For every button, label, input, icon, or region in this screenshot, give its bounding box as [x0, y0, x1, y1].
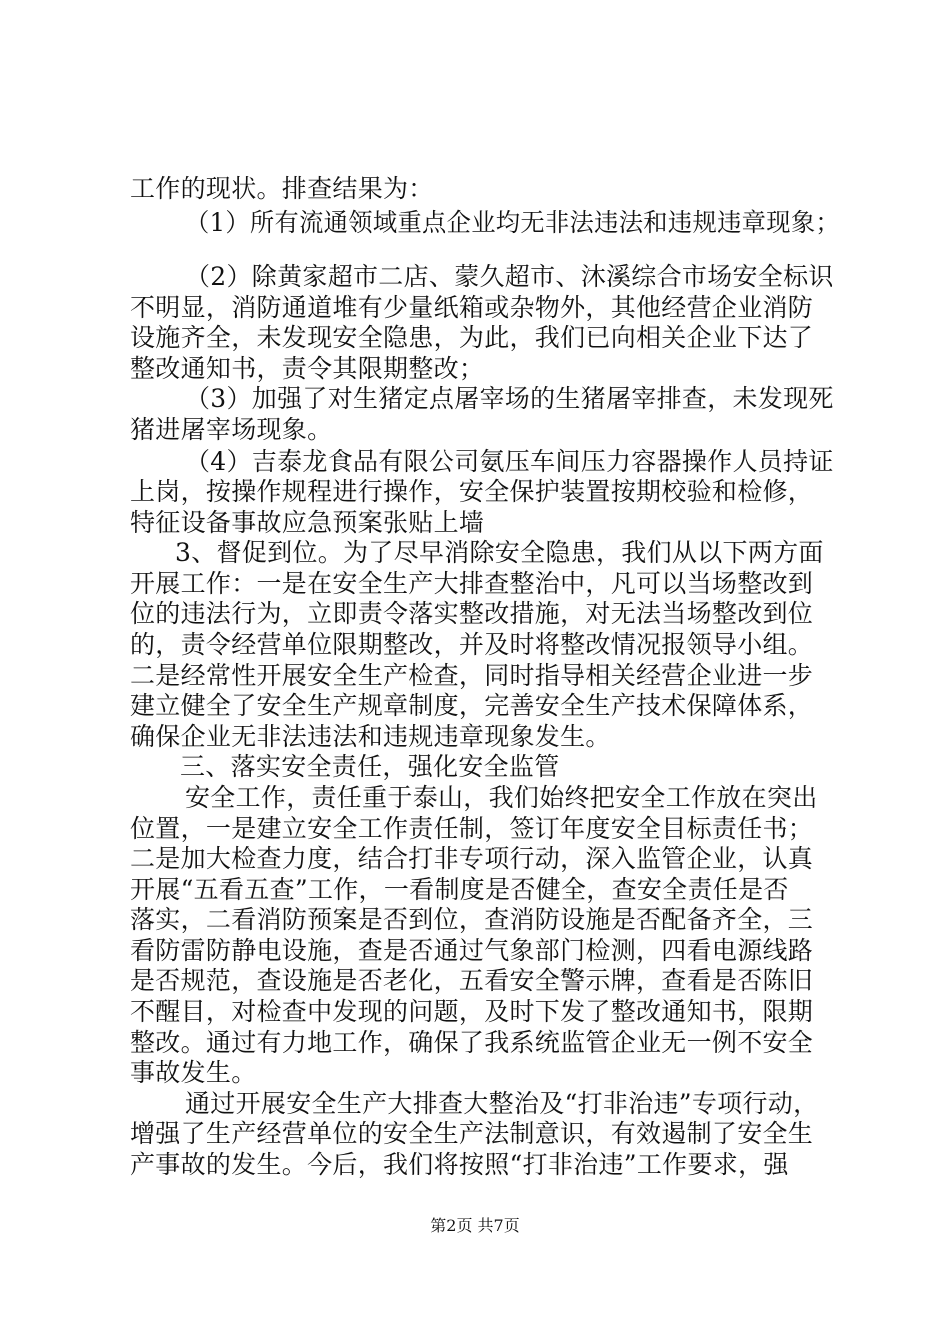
text-line: 整改通知书，责令其限期整改； — [130, 354, 485, 383]
text-line: 不醒目，对检查中发现的问题，及时下发了整改通知书，限期 — [130, 997, 814, 1026]
text-line: 开展工作：一是在安全生产大排查整治中，凡可以当场整改到 — [130, 569, 814, 598]
section-heading: 三、落实安全责任，强化安全监管 — [180, 752, 560, 781]
text-line: 落实，二看消防预案是否到位，查消防设施是否配备齐全，三 — [130, 905, 814, 934]
text-line: 工作的现状。排查结果为： — [130, 174, 434, 203]
text-line: 整改。通过有力地工作，确保了我系统监管企业无一例不安全 — [130, 1028, 814, 1057]
text-line: 开展“五看五查”工作，一看制度是否健全，查安全责任是否 — [130, 875, 789, 904]
text-line: 看防雷防静电设施，查是否通过气象部门检测，四看电源线路 — [130, 936, 814, 965]
text-line: 猪进屠宰场现象。 — [130, 415, 333, 444]
text-line: （1）所有流通领域重点企业均无非法违法和违规违章现象； — [185, 208, 841, 237]
text-line: 设施齐全，未发现安全隐患，为此，我们已向相关企业下达了 — [130, 323, 814, 352]
text-line: 位置，一是建立安全工作责任制，签订年度安全目标责任书； — [130, 814, 814, 843]
text-line: （2）除黄家超市二店、蒙久超市、沐溪综合市场安全标识 — [185, 262, 834, 291]
text-line: 特征设备事故应急预案张贴上墙 — [130, 508, 485, 537]
text-line: 是否规范，查设施是否老化，五看安全警示牌，查看是否陈旧 — [130, 966, 814, 995]
text-line: 产事故的发生。今后，我们将按照“打非治违”工作要求，强 — [130, 1150, 789, 1179]
text-line: 不明显，消防通道堆有少量纸箱或杂物外，其他经营企业消防 — [130, 293, 814, 322]
text-line: 的，责令经营单位限期整改，并及时将整改情况报领导小组。 — [130, 630, 814, 659]
text-line: 事故发生。 — [130, 1058, 257, 1087]
text-line: 上岗，按操作规程进行操作，安全保护装置按期校验和检修， — [130, 477, 814, 506]
text-line: 建立健全了安全生产规章制度，完善安全生产技术保障体系， — [130, 691, 814, 720]
page-number-footer: 第2页 共7页 — [430, 1216, 520, 1235]
text-line: 增强了生产经营单位的安全生产法制意识，有效遏制了安全生 — [130, 1119, 814, 1148]
text-line: （3）加强了对生猪定点屠宰场的生猪屠宰排查，未发现死 — [185, 384, 834, 413]
text-line: 确保企业无非法违法和违规违章现象发生。 — [130, 722, 611, 751]
text-line: （4）吉泰龙食品有限公司氨压车间压力容器操作人员持证 — [185, 447, 834, 476]
text-line: 安全工作，责任重于泰山，我们始终把安全工作放在突出 — [185, 783, 818, 812]
text-line: 二是加大检查力度，结合打非专项行动，深入监管企业，认真 — [130, 844, 814, 873]
text-line: 通过开展安全生产大排查大整治及“打非治违”专项行动， — [185, 1089, 819, 1118]
text-line: 二是经常性开展安全生产检查，同时指导相关经营企业进一步 — [130, 661, 814, 690]
text-line: 位的违法行为，立即责令落实整改措施，对无法当场整改到位 — [130, 599, 814, 628]
text-line: 3、督促到位。为了尽早消除安全隐患，我们从以下两方面 — [175, 538, 824, 567]
